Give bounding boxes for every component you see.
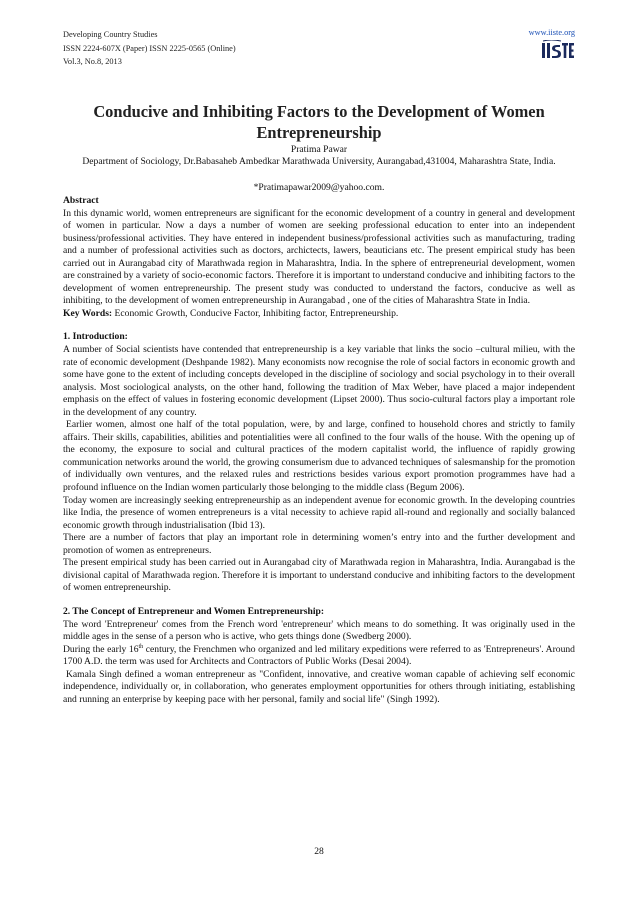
author-email: *Pratimapawar2009@yahoo.com. [253,182,385,193]
author-affiliation: Department of Sociology, Dr.Babasaheb Ambedkar Marathwada University, Aurangabad,431004, Maharashtra State, India. [82,156,556,167]
paper-body [63,195,575,706]
journal-volume: Vol.3, No.8, 2013 [63,57,122,66]
section-2-paragraph-2-start: During the early 16 [63,643,139,655]
paper-title: Conducive and Inhibiting Factors to the Development of Women Entrepreneurship [93,102,545,142]
journal-name: Developing Country Studies [63,30,158,39]
journal-website-link[interactable]: www.iiste.org [528,28,575,37]
section-2-paragraph-1: The word 'Entrepreneur' comes from the French word 'entrepreneur' which means to do something. It was originally used in the middle ages in the sense of a person who is active, who gets things done (Swedberg 2000). [63,618,575,643]
superscript-th: th [138,643,144,650]
section-2-paragraph-3: Kamala Singh defined a woman entrepreneur as "Confident, innovative, and creative woman capable of achieving self economic independence, individually or, in collaboration, who generates employment opportunities for others through initiating, establishing and running an enterprise by keeping pace with her personal, family and social life" (Singh 1992). [63,668,575,705]
keywords-label: Key Words: [63,307,113,319]
section-1-paragraph-1: A number of Social scientists have contended that entrepreneurship is a key variable that links the socio –cultural milieu, with the rate of economic development (Deshpande 1982). Many economists now recognise the role of social factors in economic growth and some have gone to the extent of including concepts developed in the discipline of sociology and social psychology in to their overall analysis. Most sociological analysts, on the other hand, following the tradition of Max Weber, have placed a major independent emphasis on the effect of values in fostering economic development (Lipset 2000). Thus socio-cultural factors play a important role in the development of any country. [63,344,575,418]
iiste-logo-icon [541,40,575,60]
abstract-text: In this dynamic world, women entrepreneurs are significant for the economic development of a country in general and development of women in particular. Now a days a number of women are seeking professional education to enter into an independent business/professional activities. They have entered in independent business/professional activities such as manufacturing, trading and a number of professional activities such as doctors, archictects, lawers, beauticians etc. The present empirical study has been carried out in Aurangabad city of Marathwada region in Maharashtra, India. In the sphere of entrepreneurial development, women are constrained by a variety of socio-economic factors. Therefore it is important to understand conducive and inhibiting factors to the development of women entrepreneurship. The present study was conducted to understand the factors, conducive as well as inhibiting, to the development of women entrepreneurship in Aurangabad , one of the cities of Maharashtra State in India. [63,207,575,307]
section-2-paragraph-2 [63,644,575,669]
section-2-paragraph-2-rest: century, the Frenchmen who organized and led military expeditions were referred to as 'Entrepreneurs'. Around 1700 A.D. the term was used for Architects and Contractors of Public Works (Desai 2004). [63,643,575,668]
section-1-heading: 1. Introduction: [63,331,128,343]
section-1-paragraph-2: Earlier women, almost one half of the total population, were, by and large, confined to household chores and strictly to family affairs. Their skills, capabilities, abilities and potentialities were all confined to the four walls of the house. With the opening up of the economy, the exposure to social and cultural practices of the modern capitalist world, the influence of rapidly growing communication networks around the world, the growing consumerism due to advanced techniques of salesmanship for the promotion of individually own ventures, and the relaxed rules and restrictions besides various export promotion programmes have had a profound influence on the Indian women particularly those belonging to the middle class (Begum 2006). [63,419,575,494]
journal-issn: ISSN 2224-607X (Paper) ISSN 2225-0565 (Online) [63,43,236,53]
journal-header [63,28,236,69]
page-number: 28 [314,846,324,857]
section-2-heading: 2. The Concept of Entrepreneur and Women Entrepreneurship: [63,605,325,617]
section-1-paragraph-3: Today women are increasingly seeking entrepreneurship as an independent avenue for economic growth. In the developing countries like India, the presence of women entrepreneurs is a vital necessity to achieve rapid all-round and regionally and socially balanced economic growth through industrialisation (Ibid 13). [63,494,575,531]
keywords [63,308,575,321]
section-1-paragraph-4: There are a number of factors that play an important role in determining women’s entry into and the further development and promotion of women as entrepreneurs. [63,532,575,556]
author-name: Pratima Pawar [290,144,348,155]
section-1-paragraph-5: The present empirical study has been carried out in Aurangabad city of Marathwada region in Maharashtra, India. Aurangabad is the divisional capital of Marathwada region. Therefore it is important to understand conducive and inhibiting factors to the development of women entrepreneurship. [63,557,575,594]
abstract-heading: Abstract [63,195,99,206]
keywords-text: Economic Growth, Conducive Factor, Inhibiting factor, Entrepreneurship. [112,307,399,319]
